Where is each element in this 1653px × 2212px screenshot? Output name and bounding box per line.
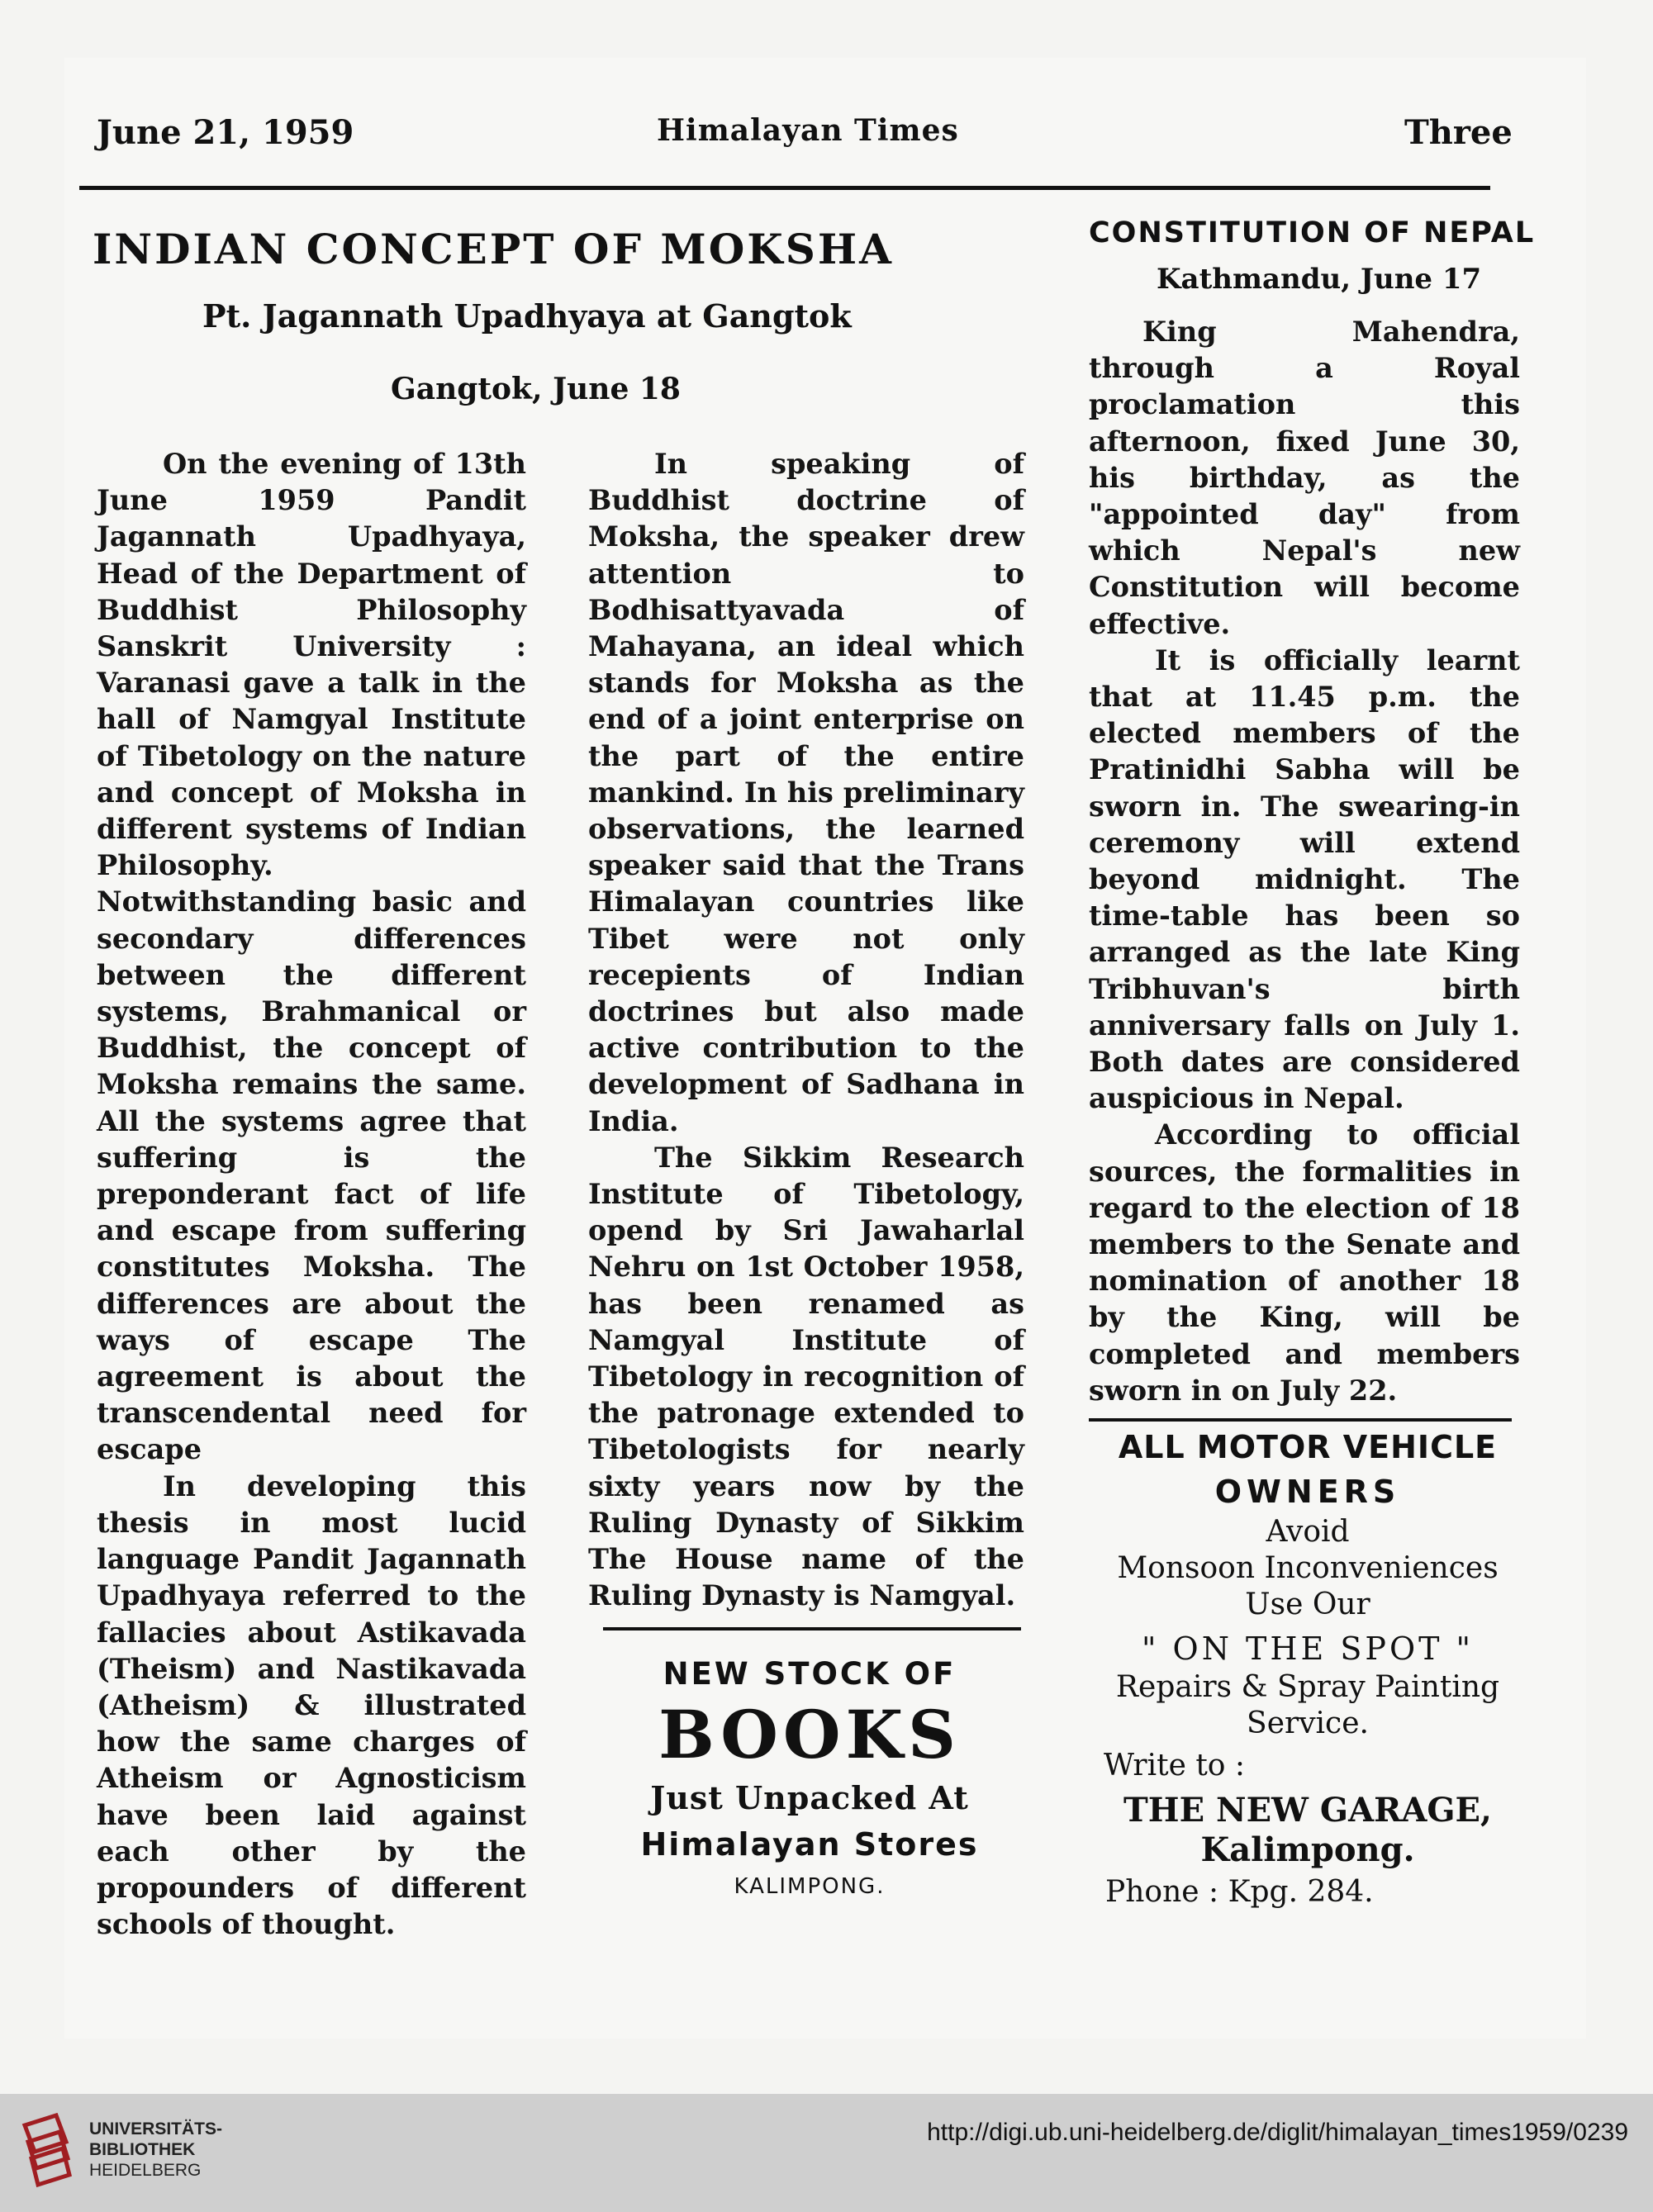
nepal-dateline: Kathmandu, June 17	[1157, 263, 1482, 296]
article-subhead: Pt. Jagannath Upadhyaya at Gangtok	[202, 297, 852, 335]
ad-title: BOOKS	[658, 1696, 961, 1773]
library-name	[89, 2119, 222, 2181]
ad-line: " ON THE SPOT "	[1142, 1631, 1474, 1667]
article-column-3	[1089, 314, 1520, 1409]
ad-line: KALIMPONG.	[734, 1874, 886, 1899]
library-name-line: HEIDELBERG	[89, 2161, 202, 2180]
column-rule	[1089, 1418, 1512, 1422]
source-url-link[interactable]: http://digi.ub.uni-heidelberg.de/diglit/himalayan_times1959/0239	[927, 2119, 1628, 2146]
ad-line: Monsoon Inconveniences	[1117, 1551, 1499, 1585]
garage-advertisement	[1089, 1425, 1527, 1909]
paragraph: On the evening of 13th June 1959 Pandit Jagannath Upadhyaya, Head of the Department of Buddhist Philosophy Sanskrit University : Varanasi gave a talk in the hall of Namgyal Institute of Tibetology on the nature and concept of Moksha in different systems of Indian Philosophy. Notwithstanding basic and secondary differences between the different systems, Brahmanical or Buddhist, the concept of Moksha remains the same. All the systems agree that suffering is the preponderant fact of life and escape from suffering constitutes Moksha. The differences are about the ways of escape The agreement is about the transcendental need for escape	[97, 448, 526, 1466]
column-rule	[603, 1627, 1021, 1631]
ad-line: NEW STOCK OF	[663, 1656, 957, 1692]
ad-line: Service.	[1247, 1706, 1369, 1740]
article-dateline: Gangtok, June 18	[391, 372, 681, 406]
library-name-line: UNIVERSITÄTS-	[89, 2119, 223, 2138]
paragraph: King Mahendra, through a Royal proclamation this afternoon, fixed June 30, his birthday, as the "appointed day" from which Nepal's new Constitution will become effective.	[1089, 316, 1520, 640]
library-name-line: BIBLIOTHEK	[89, 2140, 196, 2159]
article-column-2	[588, 446, 1024, 1615]
ad-line: Just Unpacked At	[650, 1779, 969, 1816]
ad-line: Avoid	[1266, 1515, 1350, 1549]
ad-phone: Phone : Kpg. 284.	[1105, 1875, 1374, 1909]
ad-line: Use Our	[1245, 1588, 1370, 1621]
paragraph: According to official sources, the formalities in regard to the election of 18 members to the Senate and nomination of another 18 by the King, will be completed and members sworn in on July 22.	[1089, 1118, 1520, 1407]
paragraph: In speaking of Buddhist doctrine of Moksha, the speaker drew attention to Bodhisattyavada of Mahayana, an ideal which stands for Moksha as the end of a joint enterprise on the part of the entire mankind. In his preliminary observations, the learned speaker said that the Trans Himalayan countries like Tibet were not only recepients of Indian doctrines but also made active contribution to the development of Sadhana in India.	[588, 448, 1024, 1137]
page-number: Three	[1404, 113, 1513, 152]
ad-heading: OWNERS	[1214, 1474, 1401, 1510]
paragraph: In developing this thesis in most lucid language Pandit Jagannath Upadhyaya referred to the fallacies about Astikavada (Theism) and Nastikavada (Atheism) & illustrated how the same charges of Atheism or Agnosticism have been laid against each other by the propounders of different schools of thought.	[97, 1469, 526, 1941]
ad-line: Repairs & Spray Painting	[1115, 1670, 1500, 1704]
ad-heading: ALL MOTOR VEHICLE	[1118, 1429, 1498, 1465]
paragraph: It is officially learnt that at 11.45 p.m. the elected members of the Pratinidhi Sabha will be sworn in. The swearing-in ceremony will extend beyond midnight. The time-table has been so arranged as the late King Tribhuvan's birth anniversary falls on July 1. Both dates are considered auspicious in Nepal.	[1089, 643, 1520, 1115]
ad-business-town: Kalimpong.	[1200, 1830, 1415, 1869]
ad-line: Write to :	[1104, 1749, 1246, 1782]
library-logo-icon	[17, 2109, 74, 2190]
ad-business-name: THE NEW GARAGE,	[1123, 1791, 1492, 1830]
ad-line: Himalayan Stores	[640, 1826, 979, 1863]
issue-date: June 21, 1959	[97, 113, 354, 152]
books-advertisement	[595, 1656, 1024, 1899]
library-footer	[0, 2094, 1653, 2212]
paragraph: The Sikkim Research Institute of Tibetology, opend by Sri Jawaharlal Nehru on 1st October 1958, has been renamed as Namgyal Institute of Tibetology in recognition of the patronage extended to Tibetologists for nearly sixty years now by the Ruling Dynasty of Sikkim The House name of the Ruling Dynasty is Namgyal.	[588, 1141, 1024, 1612]
masthead: Himalayan Times	[657, 113, 959, 148]
article-headline: INDIAN CONCEPT OF MOKSHA	[93, 225, 894, 273]
nepal-headline: CONSTITUTION OF NEPAL	[1089, 216, 1536, 249]
header-rule	[79, 186, 1490, 190]
article-column-1	[97, 446, 526, 1943]
